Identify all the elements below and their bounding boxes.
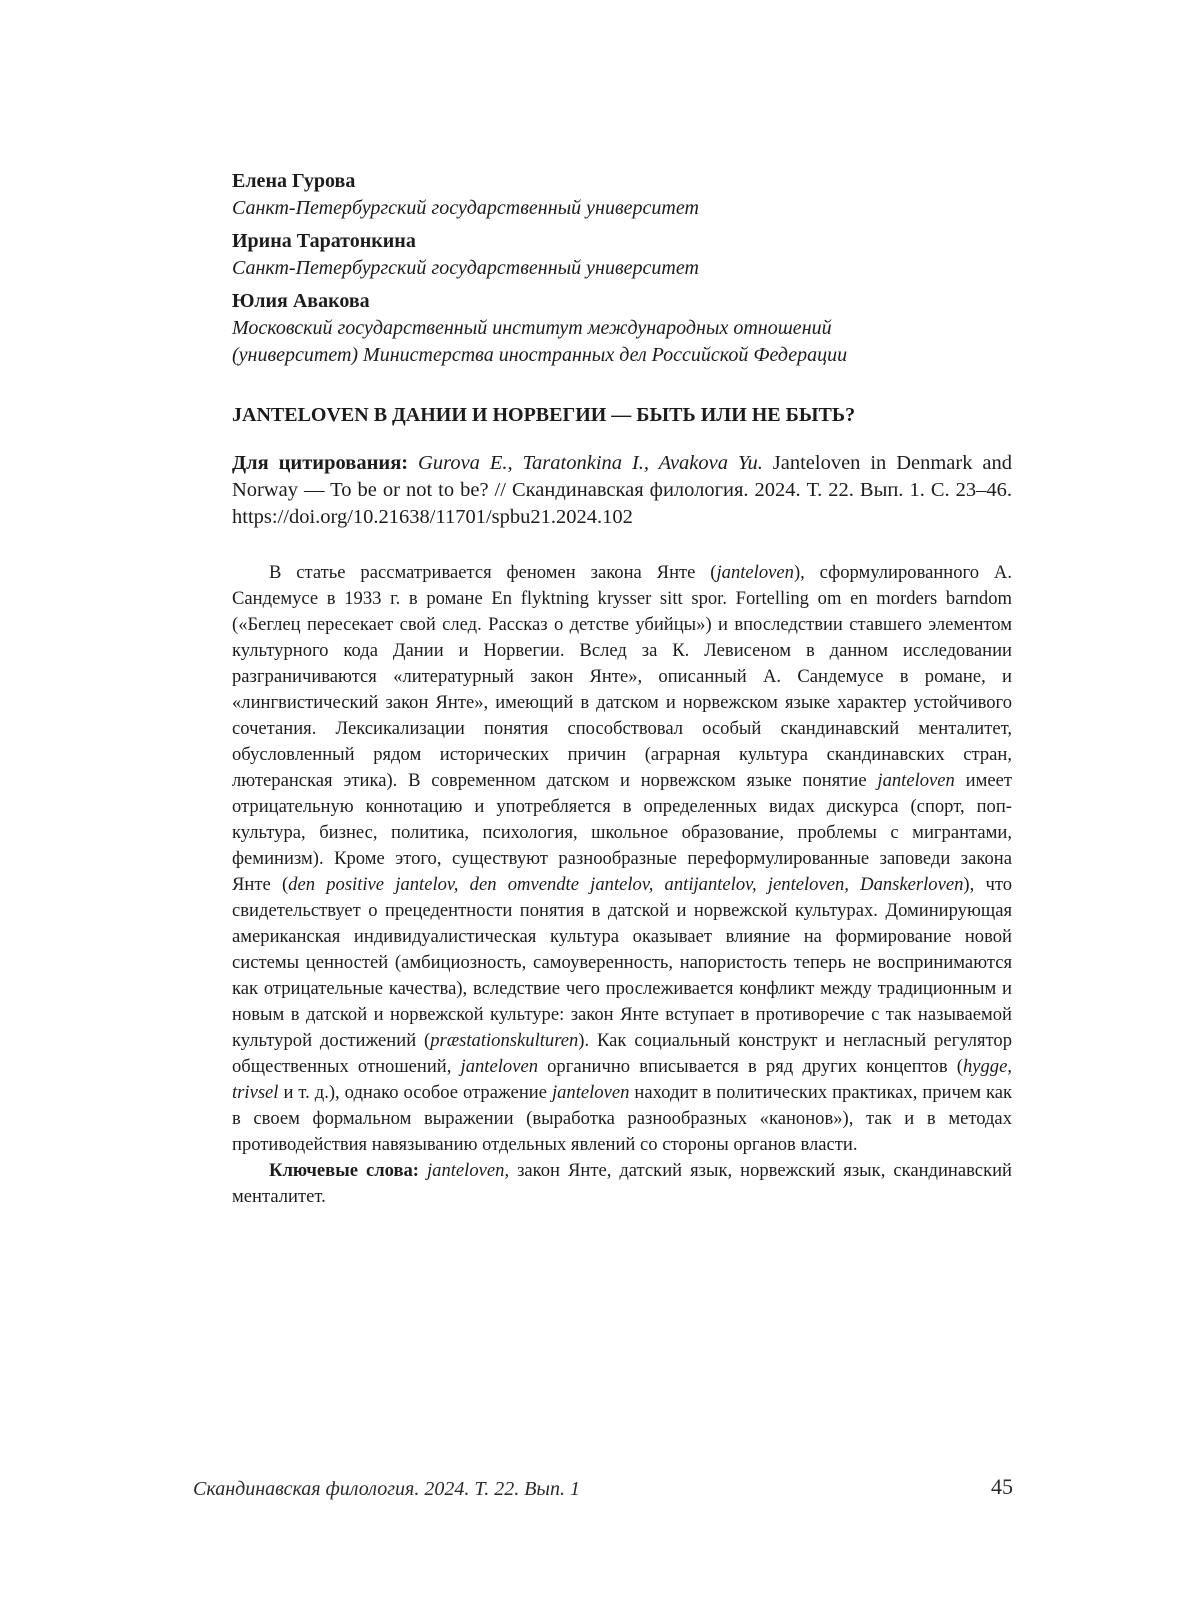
abstract-text: ), что свидетельствует о прецедентности понятия в датской и норвежской культурах. Доминирующая американская индивидуалистическая культура оказывает влияние на формирование новой системы ценностей (амбициозность, самоуверенность, напористость теперь не воспринимаются как отрицательные качества), вследствие чего прослеживается конфликт между традиционным и новым в датской и норвежской культуре: закон Янте вступает в противоречие с так называемой культурой достижений ( <box>232 874 1012 1051</box>
keyword-term: janteloven <box>426 1160 505 1181</box>
article-title: JANTELOVEN В ДАНИИ И НОРВЕГИИ — БЫТЬ ИЛИ НЕ БЫТЬ? <box>232 404 856 426</box>
author-affiliation: Санкт-Петербургский государственный университет <box>232 197 699 219</box>
abstract-paragraph <box>232 560 1012 1158</box>
author-list <box>232 168 1012 369</box>
author-affiliation <box>232 315 1012 369</box>
abstract-text: имеет отрицательную коннотацию и употребляется в определенных видах дискурса (спорт, поп-культура, бизнес, политика, психология, школьное образование, проблемы с мигрантами, феминизм). Кроме этого, существуют разнообразные переформулированные заповеди закона Янте ( <box>232 770 1012 895</box>
abstract-text: , <box>1007 1056 1012 1077</box>
abstract-term: janteloven <box>460 1056 538 1077</box>
citation-authors: Gurova E., Taratonkina I., Avakova Yu. <box>418 452 763 474</box>
author-name: Ирина Таратонкина <box>232 230 416 252</box>
running-footer: Скандинавская филология. 2024. Т. 22. Вып. 1 <box>193 1478 580 1500</box>
author-affiliation: Санкт-Петербургский государственный университет <box>232 257 699 279</box>
keywords-text: , закон Янте, датский язык, норвежский язык, скандинавский менталитет. <box>232 1160 1012 1207</box>
abstract-term: janteloven <box>551 1082 630 1103</box>
citation-block <box>232 450 1012 531</box>
abstract-term: hygge <box>962 1056 1008 1077</box>
page-number: 45 <box>991 1474 1013 1499</box>
author-name: Елена Гурова <box>232 170 356 192</box>
keywords <box>232 1158 1012 1210</box>
citation-text: Janteloven in Denmark and Norway — To be or not to be? // Скандинавская филология. 2024. Т. 22. Вып. 1. С. 23–46. https://doi.org/10.21638/11701/spbu21.2024.102 <box>232 452 1012 528</box>
abstract-text: ), сформулированного А. Сандемусе в 1933 г. в романе En flyktning krysser sitt spor. Fortelling om en morders barndom («Беглец пересекает свой след. Рассказ о детстве убийцы») и впоследствии ставшего элементом культурного кода Дании и Норвегии. Вслед за К. Левисеном в данном исследовании разграничиваются «литературный закон Янте», описанный А. Сандемусе в романе, и «лингвистический закон Янте», имеющий в датском и норвежском языке характер устойчивого сочетания. Лексикализации понятия способствовал особый скандинавский менталитет, обусловленный рядом исторических причин (аграрная культура скандинавских стран, лютеранская этика). В современном датском и норвежском языке понятие <box>232 562 1012 791</box>
abstract-text: и т. д.), однако особое отражение <box>278 1082 552 1103</box>
abstract-term: trivsel <box>232 1082 279 1103</box>
abstract-term: janteloven <box>877 770 955 791</box>
abstract-term: janteloven <box>716 562 794 583</box>
affiliation-line: Московский государственный институт международных отношений <box>232 317 832 339</box>
abstract-text: ). Как социальный конструкт и негласный регулятор общественных отношений, <box>232 1030 1013 1077</box>
abstract <box>232 560 1012 1210</box>
abstract-text: органично вписывается в ряд других концептов ( <box>538 1056 963 1077</box>
citation-label: Для цитирования: <box>232 452 409 474</box>
author-name: Юлия Авакова <box>232 290 370 312</box>
abstract-term: den positive jantelov, den omvendte jantelov, antijantelov, jenteloven, Danskerloven <box>288 874 964 895</box>
abstract-text: В статье рассматривается феномен закона Янте ( <box>269 562 717 583</box>
abstract-text: находит в политических практиках, причем как в своем формальном выражении (выработка разнообразных «канонов»), так и в методах противодействия навязыванию отдельных явлений со стороны органов власти. <box>232 1082 1012 1155</box>
keywords-label: Ключевые слова: <box>269 1160 419 1181</box>
affiliation-line: (университет) Министерства иностранных дел Российской Федерации <box>232 344 848 366</box>
abstract-term: præstationskulturen <box>430 1030 579 1051</box>
